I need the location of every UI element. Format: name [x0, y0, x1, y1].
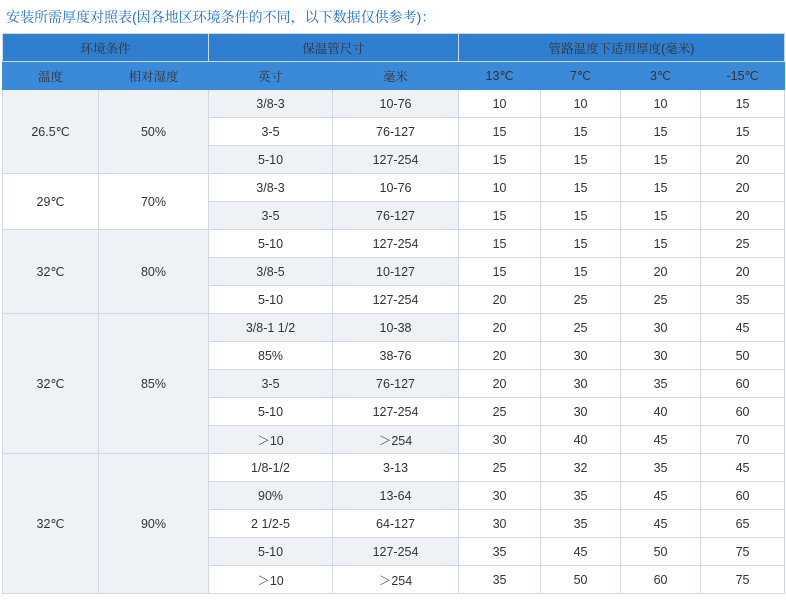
cell-t3: 20	[621, 258, 701, 286]
cell-t7: 15	[541, 118, 621, 146]
cell-t3: 25	[621, 286, 701, 314]
cell-t7: 15	[541, 230, 621, 258]
cell-inch: 1/8-1/2	[209, 454, 333, 482]
cell-t7: 15	[541, 174, 621, 202]
cell-inch: 3/8-3	[209, 90, 333, 118]
cell-t7: 30	[541, 342, 621, 370]
cell-t3: 35	[621, 370, 701, 398]
cell-t3: 10	[621, 90, 701, 118]
cell-mm: 127-254	[333, 230, 459, 258]
table-head	[3, 34, 785, 90]
cell-t7: 25	[541, 286, 621, 314]
cell-tm15: 75	[701, 538, 785, 566]
cell-mm: 10-76	[333, 174, 459, 202]
cell-tm15: 75	[701, 566, 785, 594]
cell-inch: 3-5	[209, 370, 333, 398]
thickness-table	[2, 33, 785, 594]
cell-mm: ＞254	[333, 426, 459, 454]
cell-t13: 25	[459, 454, 541, 482]
cell-t7: 50	[541, 566, 621, 594]
cell-t7: 10	[541, 90, 621, 118]
cell-temperature: 32℃	[3, 314, 99, 454]
table-row	[3, 230, 785, 258]
cell-humidity: 90%	[99, 454, 209, 594]
table-group-header-row	[3, 34, 785, 62]
cell-t7: 30	[541, 370, 621, 398]
group-header-thickness: 管路温度下适用厚度(毫米)	[459, 34, 785, 62]
cell-t13: 15	[459, 202, 541, 230]
cell-humidity: 50%	[99, 90, 209, 174]
column-header-mm: 毫米	[333, 62, 459, 90]
cell-t13: 10	[459, 90, 541, 118]
cell-t13: 30	[459, 482, 541, 510]
cell-mm: 13-64	[333, 482, 459, 510]
cell-t3: 40	[621, 398, 701, 426]
cell-inch: 85%	[209, 342, 333, 370]
column-header-t7: 7℃	[541, 62, 621, 90]
table-sub-header-row	[3, 62, 785, 90]
cell-mm: 127-254	[333, 398, 459, 426]
cell-t3: 15	[621, 146, 701, 174]
cell-inch: 5-10	[209, 230, 333, 258]
cell-t7: 35	[541, 482, 621, 510]
cell-tm15: 60	[701, 482, 785, 510]
cell-temperature: 29℃	[3, 174, 99, 230]
cell-t7: 35	[541, 510, 621, 538]
cell-t7: 40	[541, 426, 621, 454]
cell-tm15: 65	[701, 510, 785, 538]
cell-tm15: 45	[701, 454, 785, 482]
cell-t13: 15	[459, 118, 541, 146]
cell-t13: 10	[459, 174, 541, 202]
cell-temperature: 26.5℃	[3, 90, 99, 174]
cell-t3: 15	[621, 174, 701, 202]
cell-inch: ＞10	[209, 566, 333, 594]
cell-mm: 64-127	[333, 510, 459, 538]
column-header-humidity: 相对湿度	[99, 62, 209, 90]
cell-t3: 15	[621, 230, 701, 258]
cell-t13: 30	[459, 426, 541, 454]
cell-inch: 5-10	[209, 538, 333, 566]
cell-inch: ＞10	[209, 426, 333, 454]
table-row	[3, 174, 785, 202]
column-header-inch: 英寸	[209, 62, 333, 90]
cell-inch: 5-10	[209, 146, 333, 174]
cell-humidity: 70%	[99, 174, 209, 230]
column-header-t13: 13℃	[459, 62, 541, 90]
cell-mm: 76-127	[333, 118, 459, 146]
cell-t3: 30	[621, 314, 701, 342]
cell-tm15: 20	[701, 146, 785, 174]
cell-inch: 90%	[209, 482, 333, 510]
cell-tm15: 25	[701, 230, 785, 258]
cell-mm: ＞254	[333, 566, 459, 594]
cell-mm: 38-76	[333, 342, 459, 370]
cell-inch: 3-5	[209, 202, 333, 230]
cell-t13: 20	[459, 342, 541, 370]
cell-mm: 76-127	[333, 202, 459, 230]
column-header-t3: 3℃	[621, 62, 701, 90]
cell-mm: 127-254	[333, 146, 459, 174]
cell-tm15: 20	[701, 258, 785, 286]
cell-t7: 15	[541, 146, 621, 174]
cell-t13: 15	[459, 230, 541, 258]
cell-t13: 25	[459, 398, 541, 426]
cell-t3: 45	[621, 482, 701, 510]
group-header-pipe-size: 保温管尺寸	[209, 34, 459, 62]
cell-t7: 30	[541, 398, 621, 426]
table-row	[3, 314, 785, 342]
cell-t3: 60	[621, 566, 701, 594]
cell-inch: 5-10	[209, 286, 333, 314]
cell-t13: 35	[459, 538, 541, 566]
cell-inch: 3/8-1 1/2	[209, 314, 333, 342]
cell-t13: 20	[459, 286, 541, 314]
cell-t3: 35	[621, 454, 701, 482]
cell-mm: 3-13	[333, 454, 459, 482]
cell-t7: 15	[541, 202, 621, 230]
cell-t7: 45	[541, 538, 621, 566]
table-body	[3, 90, 785, 594]
cell-t13: 15	[459, 146, 541, 174]
cell-t3: 30	[621, 342, 701, 370]
table-row	[3, 90, 785, 118]
page-title: 安装所需厚度对照表(因各地区环境条件的不同，以下数据仅供参考)：	[6, 9, 436, 25]
cell-t13: 20	[459, 370, 541, 398]
column-header-tm15: -15℃	[701, 62, 785, 90]
cell-mm: 10-127	[333, 258, 459, 286]
cell-tm15: 15	[701, 118, 785, 146]
cell-t3: 15	[621, 202, 701, 230]
cell-inch: 3/8-3	[209, 174, 333, 202]
cell-tm15: 70	[701, 426, 785, 454]
cell-t3: 45	[621, 510, 701, 538]
cell-inch: 5-10	[209, 398, 333, 426]
cell-tm15: 45	[701, 314, 785, 342]
cell-mm: 10-76	[333, 90, 459, 118]
cell-t13: 35	[459, 566, 541, 594]
cell-inch: 2 1/2-5	[209, 510, 333, 538]
column-header-temperature: 温度	[3, 62, 99, 90]
cell-t3: 15	[621, 118, 701, 146]
cell-t7: 25	[541, 314, 621, 342]
cell-temperature: 32℃	[3, 230, 99, 314]
cell-tm15: 60	[701, 398, 785, 426]
cell-tm15: 35	[701, 286, 785, 314]
cell-temperature: 32℃	[3, 454, 99, 594]
cell-tm15: 20	[701, 174, 785, 202]
cell-humidity: 85%	[99, 314, 209, 454]
cell-mm: 10-38	[333, 314, 459, 342]
cell-inch: 3/8-5	[209, 258, 333, 286]
cell-mm: 76-127	[333, 370, 459, 398]
cell-t7: 15	[541, 258, 621, 286]
group-header-environment: 环境条件	[3, 34, 209, 62]
cell-mm: 127-254	[333, 538, 459, 566]
cell-tm15: 20	[701, 202, 785, 230]
cell-t13: 30	[459, 510, 541, 538]
cell-t3: 50	[621, 538, 701, 566]
cell-humidity: 80%	[99, 230, 209, 314]
cell-t13: 20	[459, 314, 541, 342]
table-row	[3, 454, 785, 482]
cell-t13: 15	[459, 258, 541, 286]
cell-t7: 32	[541, 454, 621, 482]
cell-tm15: 50	[701, 342, 785, 370]
cell-tm15: 15	[701, 90, 785, 118]
cell-mm: 127-254	[333, 286, 459, 314]
cell-tm15: 60	[701, 370, 785, 398]
cell-inch: 3-5	[209, 118, 333, 146]
cell-t3: 45	[621, 426, 701, 454]
